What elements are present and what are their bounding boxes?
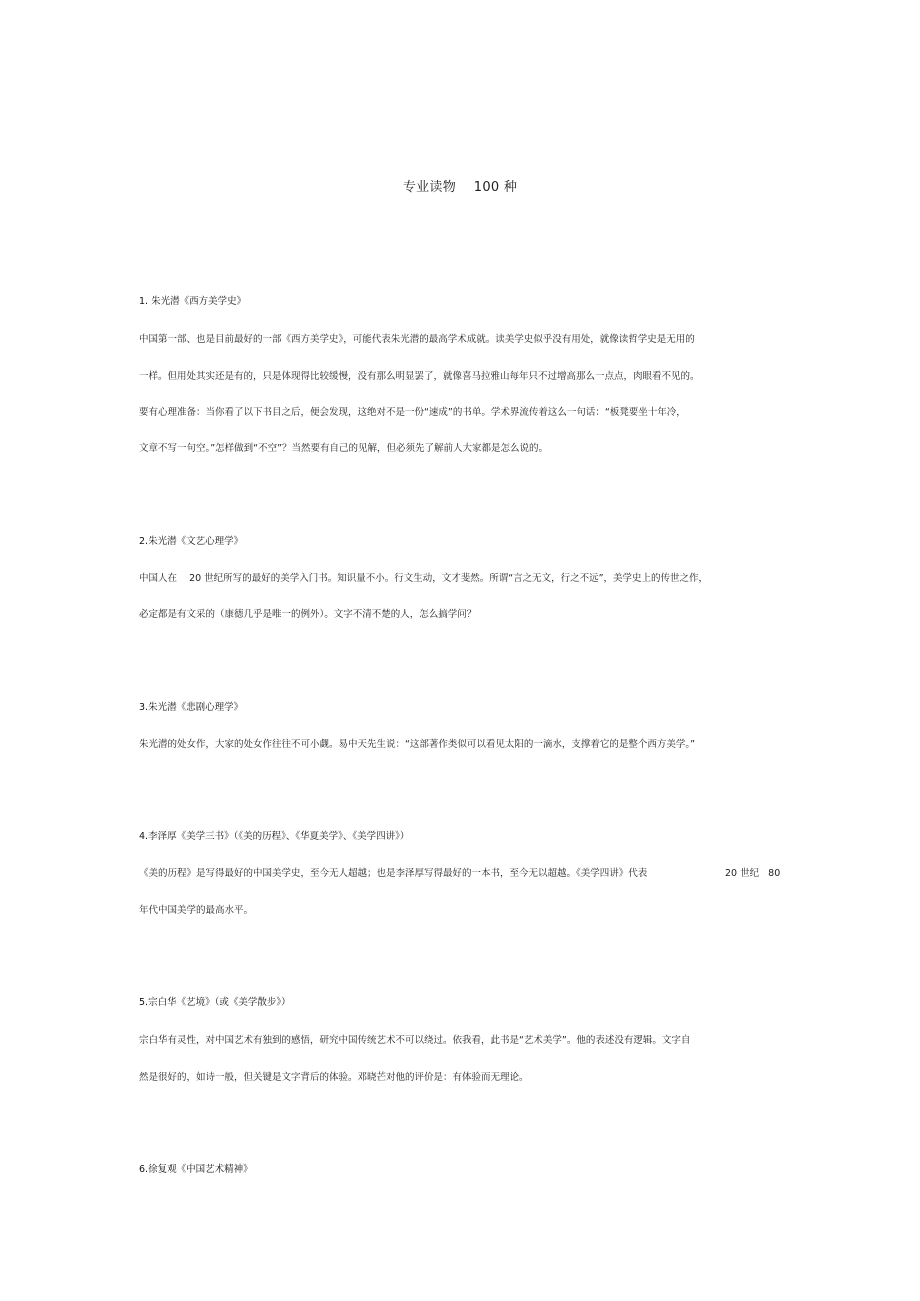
section-1-line-3: 要有心理准备：当你看了以下书目之后，便会发现，这绝对不是一份“速成”的书单。学术界流传着这么一句话：“板凳要坐十年冷， [139, 407, 686, 418]
section-1-line-1: 中国第一部、也是目前最好的一部《西方美学史》，可能代表朱光潜的最高学术成就。读美学史似乎没有用处，就像读哲学史是无用的 [139, 334, 695, 345]
page-title: 专业读物 100 种 [402, 180, 518, 195]
section-1-line-4: 文章不写一句空。”怎样做到“不空”？当然要有自己的见解，但必须先了解前人大家都是怎么说的。 [139, 443, 549, 454]
section-heading-1: 1. 朱光潜《西方美学史》 [139, 296, 247, 307]
section-5-line-2: 然是很好的，如诗一般，但关键是文字背后的体验。邓晓芒对他的评价是：有体验而无理论。 [139, 1072, 529, 1083]
section-heading-3: 3.朱光潜《悲剧心理学》 [139, 702, 244, 713]
section-5-line-1: 宗白华有灵性，对中国艺术有独到的感悟，研究中国传统艺术不可以绕过。依我看，此书是“艺术美学”。他的表述没有逻辑。文字自 [139, 1035, 691, 1046]
section-heading-6: 6.徐复观《中国艺术精神》 [139, 1164, 253, 1175]
section-4-line-1-tail: 20 世纪 80 [725, 868, 781, 879]
section-4-line-2: 年代中国美学的最高水平。 [139, 905, 254, 916]
section-4-line-1: 《美的历程》是写得最好的中国美学史，至今无人超越；也是李泽厚写得最好的一本书，至今无以超越。《美学四讲》代表 [139, 868, 648, 879]
section-heading-5: 5.宗白华《艺境》（或《美学散步》） [139, 997, 291, 1008]
section-heading-2: 2.朱光潜《文艺心理学》 [139, 536, 244, 547]
section-3-line-1: 朱光潜的处女作，大家的处女作往往不可小觑。易中天先生说：“这部著作类似可以看见太阳的一滴水，支撑着它的是整个西方美学。” [139, 739, 696, 750]
section-2-line-2: 必定都是有文采的（康德几乎是唯一的例外）。文字不清不楚的人，怎么搞学问？ [139, 609, 477, 620]
section-2-line-1: 中国人在 20 世纪所写的最好的美学入门书。知识量不小。行文生动，文才斐然。所谓“言之无文，行之不远”，美学史上的传世之作， [139, 573, 709, 584]
section-heading-4: 4.李泽厚《美学三书》（《美的历程》、《华夏美学》、《美学四讲》） [139, 831, 410, 842]
section-1-line-2: 一样。但用处其实还是有的，只是体现得比较缓慢，没有那么明显罢了，就像喜马拉雅山每年只不过增高那么一点点，肉眼看不见的。 [139, 371, 700, 382]
